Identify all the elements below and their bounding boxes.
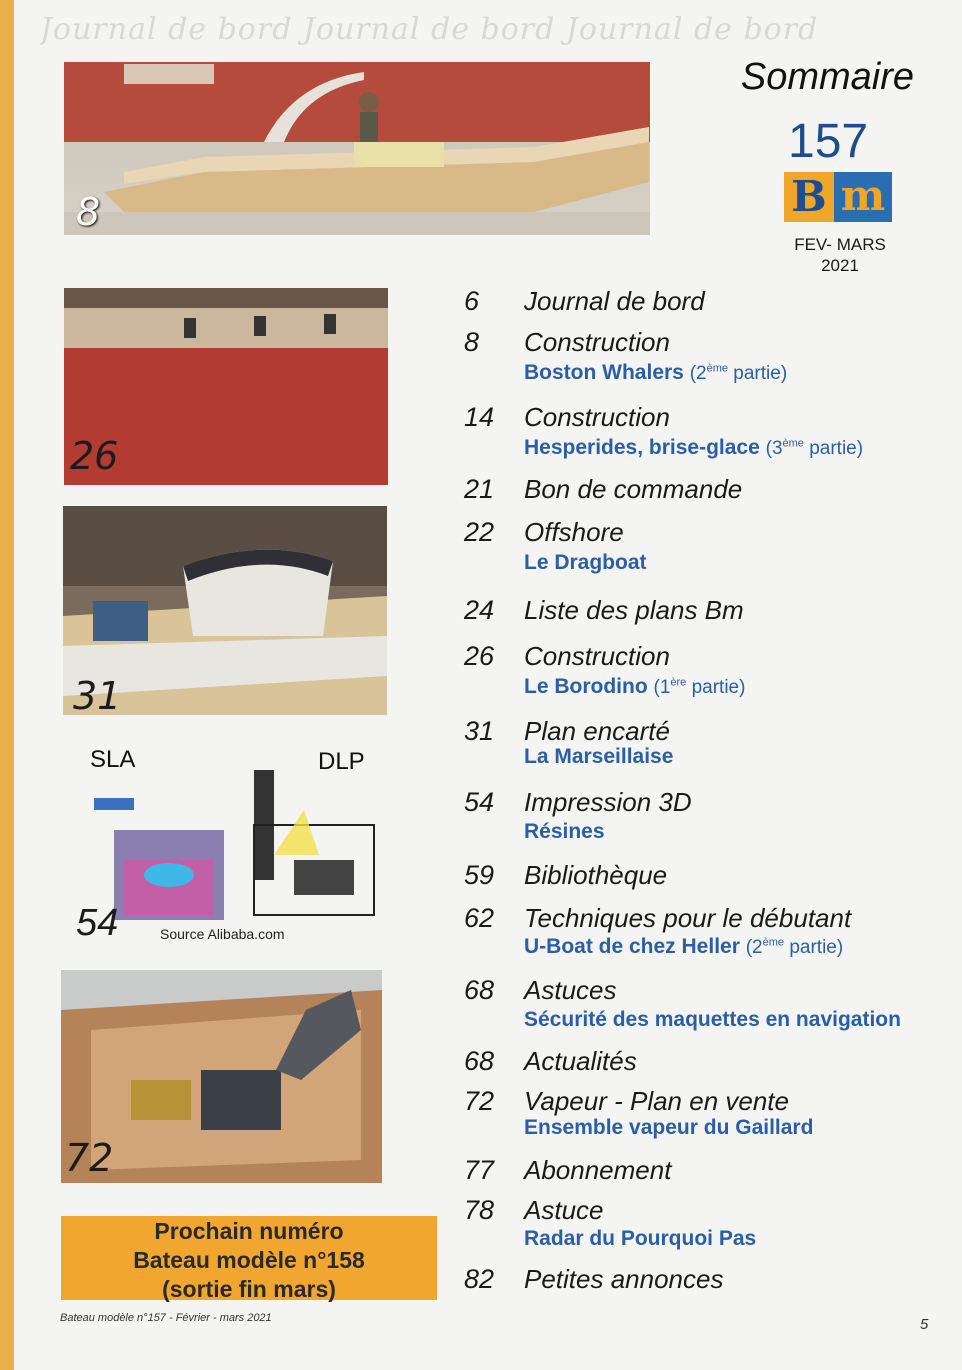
toc-part-post: partie) bbox=[686, 677, 746, 698]
toc-page: 77 bbox=[464, 1155, 495, 1185]
photo-page-number: 8 bbox=[76, 190, 101, 234]
toc-page: 24 bbox=[464, 595, 495, 625]
toc-title: Actualités bbox=[524, 1046, 637, 1076]
toc-part-sup: ère bbox=[670, 676, 687, 689]
bm-logo bbox=[784, 172, 892, 222]
toc-title: Petites annonces bbox=[524, 1264, 724, 1294]
toc-part-pre: (1 bbox=[653, 677, 671, 698]
toc-subtitle-text: Hesperides, brise-glace bbox=[524, 436, 760, 459]
toc-subtitle bbox=[524, 436, 863, 460]
toc-page: 59 bbox=[464, 860, 495, 890]
toc-title: Bon de commande bbox=[524, 474, 743, 504]
logo-letter-m: m bbox=[834, 172, 892, 222]
toc-title: Liste des plans Bm bbox=[524, 595, 744, 625]
toc-page: 82 bbox=[464, 1264, 495, 1294]
toc-title: Construction bbox=[524, 327, 670, 357]
toc-page: 26 bbox=[464, 641, 495, 671]
toc-subtitle: Résines bbox=[524, 820, 605, 843]
toc-page: 22 bbox=[464, 517, 495, 547]
toc-subtitle: Sécurité des maquettes en navigation bbox=[524, 1008, 901, 1031]
toc-part bbox=[746, 937, 843, 958]
toc-subtitle bbox=[524, 361, 787, 385]
toc-title: Techniques pour le débutant bbox=[524, 903, 852, 933]
toc-title: Construction bbox=[524, 641, 670, 671]
toc-page: 21 bbox=[464, 474, 495, 504]
issue-date bbox=[780, 234, 900, 276]
toc-title: Abonnement bbox=[524, 1155, 672, 1185]
toc-title: Plan encarté bbox=[524, 716, 670, 746]
photo-deck-model bbox=[63, 506, 387, 715]
toc-page: 78 bbox=[464, 1195, 495, 1225]
toc-title: Bibliothèque bbox=[524, 860, 668, 890]
toc-part-sup: ème bbox=[706, 362, 729, 375]
toc-title: Astuce bbox=[524, 1195, 604, 1225]
next-issue-line2: Bateau modèle n°158 bbox=[133, 1247, 365, 1273]
toc-subtitle: Le Dragboat bbox=[524, 551, 647, 574]
toc-part bbox=[690, 363, 787, 384]
toc-title: Construction bbox=[524, 402, 670, 432]
diagram-source: Source Alibaba.com bbox=[160, 926, 285, 942]
next-issue-line1: Prochain numéro bbox=[154, 1218, 344, 1244]
next-issue-box bbox=[61, 1216, 437, 1300]
page-edge-strip bbox=[0, 0, 14, 1370]
toc-part-post: partie) bbox=[784, 937, 844, 958]
toc-part-post: partie) bbox=[803, 438, 864, 459]
photo-page-number: 26 bbox=[70, 434, 119, 478]
toc-page: 68 bbox=[464, 1046, 495, 1076]
toc-subtitle-text: U-Boat de chez Heller bbox=[524, 935, 740, 958]
toc-page: 8 bbox=[464, 327, 480, 357]
dlp-label: DLP bbox=[318, 748, 365, 775]
toc-part-pre: (2 bbox=[689, 363, 707, 384]
toc-page: 62 bbox=[464, 903, 495, 933]
toc-part-post: partie) bbox=[728, 363, 788, 384]
toc-page: 54 bbox=[464, 787, 495, 817]
toc-title: Vapeur - Plan en vente bbox=[524, 1086, 789, 1116]
footer-credit: Bateau modèle n°157 - Février - mars 2021 bbox=[60, 1312, 272, 1324]
photo-steam-engine bbox=[61, 970, 382, 1183]
ghost-header-bleedthrough: Journal de bord Journal de bord Journal de bord bbox=[40, 12, 819, 47]
toc-part-sup: ème bbox=[762, 936, 785, 949]
diagram-page-number: 54 bbox=[76, 902, 119, 944]
toc-page: 14 bbox=[464, 402, 495, 432]
issue-number: 157 bbox=[788, 115, 869, 168]
issue-date-year: 2021 bbox=[821, 256, 859, 275]
toc-part-pre: (3 bbox=[765, 438, 783, 459]
toc-page: 31 bbox=[464, 716, 495, 746]
toc-subtitle bbox=[524, 675, 745, 699]
toc-title: Impression 3D bbox=[524, 787, 692, 817]
toc-subtitle-text: Le Borodino bbox=[524, 675, 648, 698]
toc-title: Offshore bbox=[524, 517, 624, 547]
toc-part bbox=[766, 438, 863, 459]
toc-title: Journal de bord bbox=[524, 286, 705, 316]
sla-dlp-diagram bbox=[64, 740, 384, 950]
toc-part bbox=[654, 677, 746, 698]
logo-letter-b: B bbox=[784, 172, 834, 222]
photo-boat-construction bbox=[64, 62, 650, 235]
toc-subtitle: Ensemble vapeur du Gaillard bbox=[524, 1116, 814, 1139]
photo-page-number: 72 bbox=[65, 1136, 114, 1180]
toc-subtitle bbox=[524, 935, 843, 959]
toc-page: 68 bbox=[464, 975, 495, 1005]
photo-page-number: 31 bbox=[73, 674, 122, 715]
toc-page: 6 bbox=[464, 286, 480, 316]
sla-label: SLA bbox=[90, 746, 136, 773]
issue-date-months: FEV- MARS bbox=[794, 235, 886, 254]
toc-subtitle: La Marseillaise bbox=[524, 745, 674, 768]
next-issue-line3: (sortie fin mars) bbox=[162, 1276, 336, 1302]
photo-borodino-hull bbox=[64, 288, 388, 485]
page-title: Sommaire bbox=[740, 56, 914, 98]
toc-subtitle-text: Boston Whalers bbox=[524, 361, 684, 384]
boat-hull-illustration bbox=[64, 62, 650, 235]
toc-subtitle: Radar du Pourquoi Pas bbox=[524, 1227, 757, 1250]
toc-part-sup: ème bbox=[782, 437, 804, 450]
toc-page: 72 bbox=[464, 1086, 495, 1116]
footer-page-number: 5 bbox=[920, 1316, 929, 1333]
toc-title: Astuces bbox=[524, 975, 617, 1005]
toc-part-pre: (2 bbox=[745, 937, 763, 958]
